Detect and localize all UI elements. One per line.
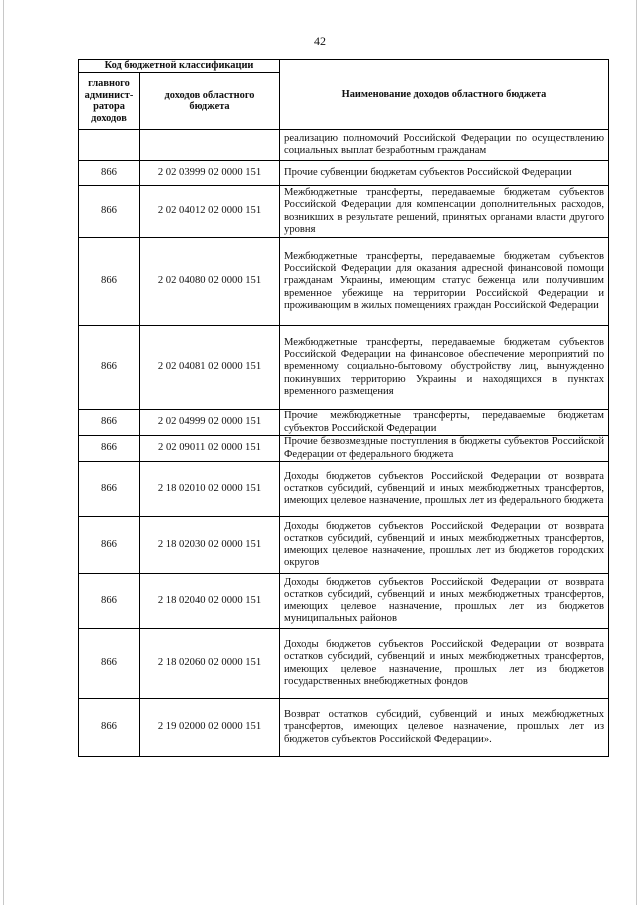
table-row [79,410,609,436]
code-cell: 2 02 04081 02 0000 151 [140,326,280,410]
admin-cell: 866 [79,629,140,699]
table-row [79,326,609,410]
admin-cell [79,130,140,161]
code-cell: 2 02 04999 02 0000 151 [140,410,280,436]
code-cell: 2 18 02030 02 0000 151 [140,517,280,574]
code-cell: 2 02 03999 02 0000 151 [140,161,280,186]
code-cell: 2 18 02040 02 0000 151 [140,574,280,629]
budget-classification-table [78,59,609,757]
name-cell: Прочие безвозмездные поступления в бюджеты субъектов Российской Федерации от федерального бюджета [280,436,609,462]
code-cell: 2 18 02010 02 0000 151 [140,462,280,517]
header-group-title: Код бюджетной классификации [79,60,280,73]
name-cell: Межбюджетные трансферты, передаваемые бюджетам субъектов Российской Федерации для оказания адресной финансовой помощи гражданам Украины, имеющим статус беженца или получившим временное убежище на территории Российской Федерации и проживающим в жилых помещениях граждан Российской Федерации [280,238,609,326]
admin-cell: 866 [79,186,140,238]
code-cell: 2 02 04012 02 0000 151 [140,186,280,238]
admin-cell: 866 [79,326,140,410]
admin-cell: 866 [79,462,140,517]
header-code-column: доходов областного бюджета [140,73,280,130]
table-row [79,462,609,517]
name-cell: Доходы бюджетов субъектов Российской Федерации от возврата остатков субсидий, субвенций и иных межбюджетных трансфертов, имеющих целевое назначение, прошлых лет из федерального бюджета [280,462,609,517]
table-row [79,436,609,462]
code-cell: 2 02 04080 02 0000 151 [140,238,280,326]
table-row [79,517,609,574]
admin-cell: 866 [79,410,140,436]
admin-cell: 866 [79,161,140,186]
admin-cell: 866 [79,699,140,757]
code-cell: 2 02 09011 02 0000 151 [140,436,280,462]
name-cell: Межбюджетные трансферты, передаваемые бюджетам субъектов Российской Федерации для компенсации дополнительных расходов, возникших в результате решений, принятых органами власти другого уровня [280,186,609,238]
admin-cell: 866 [79,574,140,629]
name-cell: Прочие субвенции бюджетам субъектов Российской Федерации [280,161,609,186]
scan-left-edge [3,0,4,905]
code-cell: 2 19 02000 02 0000 151 [140,699,280,757]
admin-cell: 866 [79,436,140,462]
name-cell: Возврат остатков субсидий, субвенций и иных межбюджетных трансфертов, имеющих целевое назначение, прошлых лет из бюджетов субъектов Российской Федерации». [280,699,609,757]
table-row [79,574,609,629]
table-row [79,629,609,699]
name-cell: Прочие межбюджетные трансферты, передаваемые бюджетам субъектов Российской Федерации [280,410,609,436]
table-row [79,699,609,757]
admin-cell: 866 [79,517,140,574]
table-row [79,186,609,238]
name-cell: Межбюджетные трансферты, передаваемые бюджетам субъектов Российской Федерации на финансовое обеспечение мероприятий по временному социально-бытовому обустройству лиц, вынужденно покинувших территорию Украины и находящихся в пунктах временного размещения [280,326,609,410]
name-cell: Доходы бюджетов субъектов Российской Федерации от возврата остатков субсидий, субвенций и иных межбюджетных трансфертов, имеющих целевое назначение, прошлых лет из бюджетов государственных внебюджетных фондов [280,629,609,699]
name-cell: Доходы бюджетов субъектов Российской Федерации от возврата остатков субсидий, субвенций и иных межбюджетных трансфертов, имеющих целевое назначение, прошлых лет из бюджетов городских округов [280,517,609,574]
header-name-column: Наименование доходов областного бюджета [280,60,609,130]
name-cell: реализацию полномочий Российской Федерации по осуществлению социальных выплат безработным гражданам [280,130,609,161]
code-cell: 2 18 02060 02 0000 151 [140,629,280,699]
table-row [79,130,609,161]
page-number: 42 [314,34,326,48]
admin-cell: 866 [79,238,140,326]
code-cell [140,130,280,161]
scan-right-edge [636,0,637,905]
table-row [79,238,609,326]
name-cell: Доходы бюджетов субъектов Российской Федерации от возврата остатков субсидий, субвенций и иных межбюджетных трансфертов, имеющих целевое назначение, прошлых лет из бюджетов муниципальных районов [280,574,609,629]
table-row [79,161,609,186]
header-admin-column: главного админист-ратора доходов [79,73,140,130]
